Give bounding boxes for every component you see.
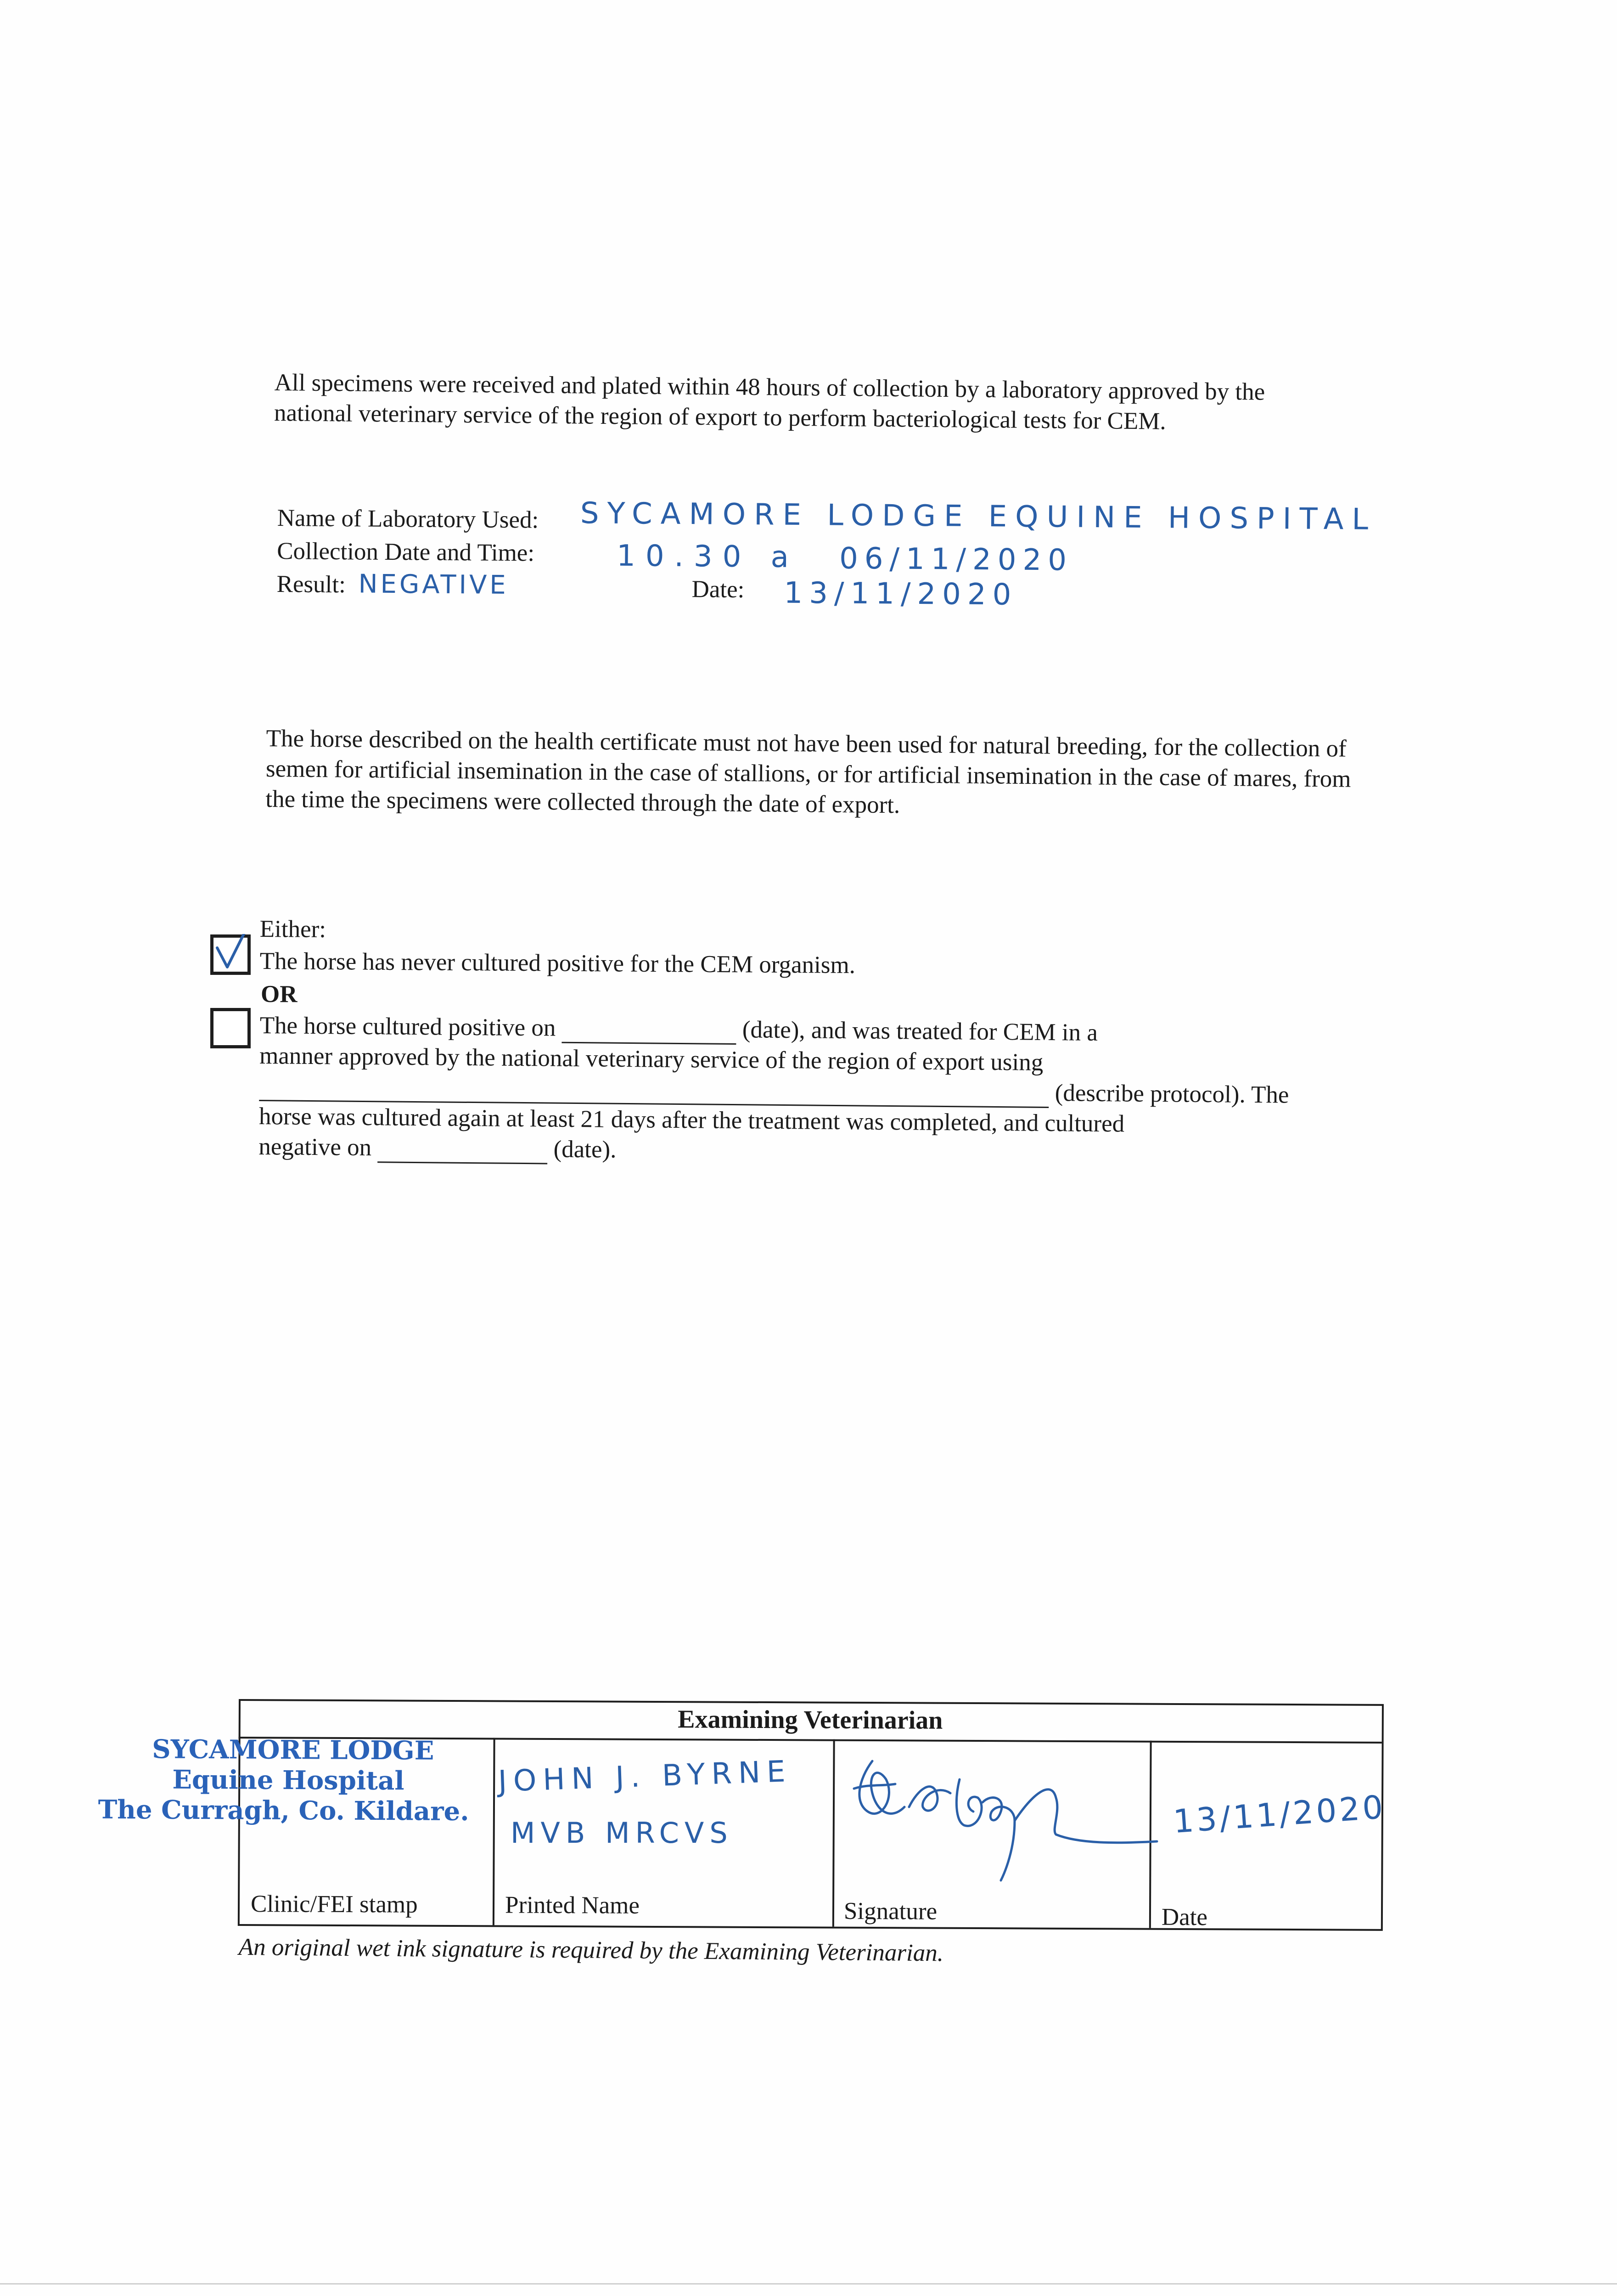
option2-text [258, 1010, 1343, 1171]
col-date-caption: Date [1161, 1903, 1208, 1931]
result-date-value: 13/11/2020 [784, 576, 1018, 612]
checkmark-icon [214, 934, 247, 971]
signature-date-value: 13/11/2020 [1172, 1788, 1387, 1841]
result-date-label: Date: [691, 576, 745, 603]
wet-ink-footnote: An original wet ink signature is required by the Examining Veterinarian. [238, 1934, 944, 1967]
option2-part3: manner approved by the national veterinary service of the region of export using [259, 1042, 1044, 1076]
collection-date-value: 06/11/2020 [839, 541, 1073, 578]
collection-time-value: 10.30 a [616, 539, 799, 574]
option2-part2: (date), and was treated for CEM in a [742, 1016, 1098, 1046]
clinic-stamp [98, 1734, 481, 1827]
option2-part4: (describe protocol). The [1055, 1080, 1289, 1109]
laboratory-section [276, 496, 1377, 612]
stamp-line2: Equine Hospital [172, 1764, 404, 1796]
col-stamp-caption: Clinic/FEI stamp [250, 1891, 418, 1918]
option1-checkbox[interactable] [210, 934, 251, 975]
or-label: OR [261, 981, 298, 1007]
printed-name-line2: MVB MRCVS [511, 1816, 733, 1850]
option2-checkbox[interactable] [210, 1008, 251, 1048]
col-name-caption: Printed Name [505, 1891, 640, 1919]
result-value: NEGATIVE [358, 569, 509, 600]
table-title: Examining Veterinarian [678, 1705, 943, 1735]
option2-part6: negative on [258, 1133, 372, 1161]
specimens-paragraph: All specimens were received and plated within 48 hours of collection by a laboratory approved by the national veterinary service of the region of export to perform bacteriological tests for CEM. [274, 369, 1265, 435]
negative-date-blank[interactable] [377, 1138, 547, 1164]
collection-label: Collection Date and Time: [276, 537, 535, 567]
result-label: Result: [276, 570, 346, 598]
stamp-line1: SYCAMORE LODGE [152, 1734, 434, 1766]
lab-name-label: Name of Laboratory Used: [277, 505, 539, 534]
either-label: Either: [259, 915, 326, 943]
scan-edge-line [0, 2283, 1617, 2285]
option1-text: The horse has never cultured positive for the CEM organism. [259, 948, 856, 979]
stamp-line3: The Curragh, Co. Kildare. [98, 1794, 469, 1827]
col-signature-caption: Signature [843, 1897, 938, 1925]
option2-part7: (date). [553, 1136, 617, 1163]
breeding-paragraph: The horse described on the health certificate must not have been used for natural breeding, for the collection of semen for artificial insemination in the case of stallions, or for artificial insemination in the case of mares, from the time the specimens were collected through the date of export. [265, 725, 1351, 819]
option2-part5: horse was cultured again at least 21 days after the treatment was completed, and cultured [258, 1103, 1125, 1137]
signature-image [840, 1752, 1162, 1885]
lab-name-value: SYCAMORE LODGE EQUINE HOSPITAL [580, 496, 1377, 537]
option2-part1: The horse cultured positive on [259, 1012, 556, 1041]
positive-date-blank[interactable] [561, 1019, 736, 1045]
printed-name-line1: JOHN J. BYRNE [497, 1754, 792, 1799]
